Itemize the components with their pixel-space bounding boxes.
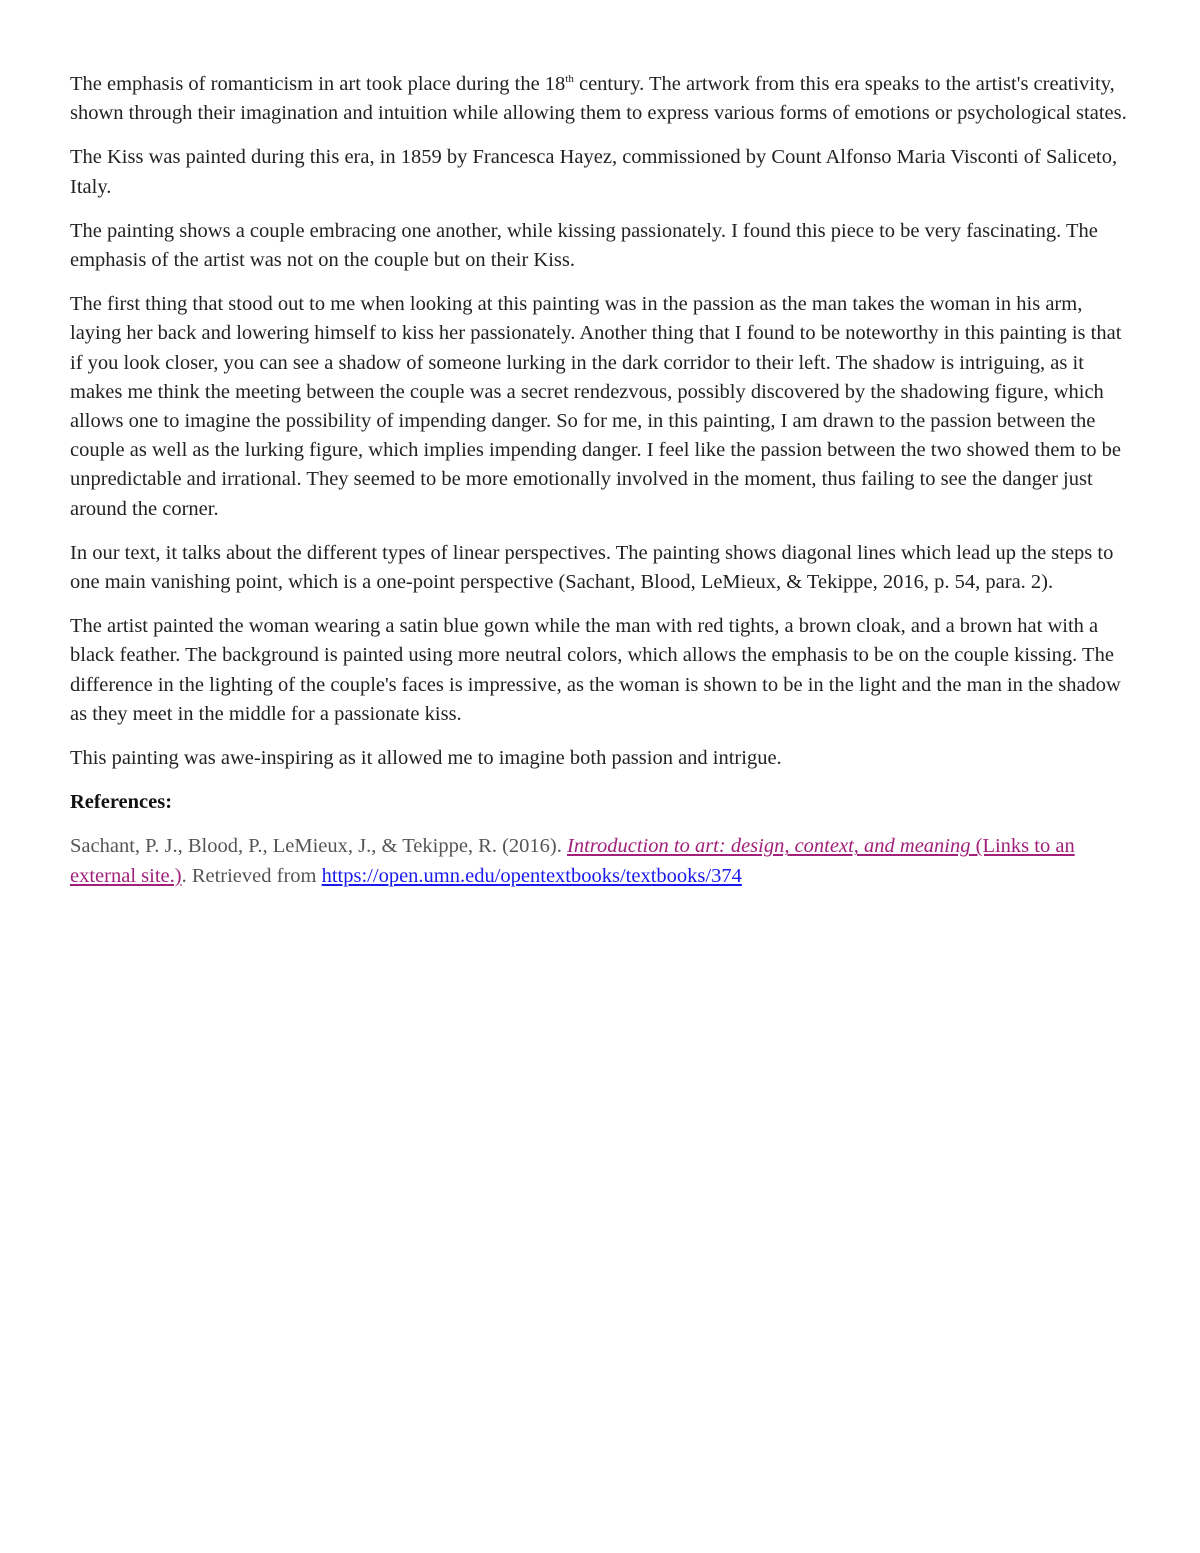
paragraph-painting-description: The painting shows a couple embracing one another, while kissing passionately. I found this piece to be very fascinating. The emphasis of the artist was not on the couple but on their Kiss. — [70, 219, 1098, 272]
paragraph-first-impressions: The first thing that stood out to me when looking at this painting was in the passion as the man takes the woman in his arm, laying her back and lowering himself to kiss her passionately. Another thing that I found to be noteworthy in this painting is that if you look closer, you can see a shadow of someone lurking in the dark corridor to their left. The shadow is intriguing, as it makes me think the meeting between the couple was a secret rendezvous, possibly discovered by the shadowing figure, which allows one to imagine the possibility of impending danger. So for me, in this painting, I am drawn to the passion between the couple as well as the lurking figure, which implies impending danger. I feel like the passion between the two showed them to be unpredictable and irrational. They seemed to be more emotionally involved in the moment, thus failing to see the danger just around the corner. — [70, 293, 1122, 520]
external-site-link[interactable]: (Links to an external site.) — [70, 835, 1075, 887]
paragraph-colors-lighting: The artist painted the woman wearing a satin blue gown while the man with red tights, a brown cloak, and a brown hat with a black feather. The background is painted using more neutral colors, which allows the emphasis to be on the couple kissing. The difference in the lighting of the couple's faces is impressive, as the woman is shown to be in the light and the man in the shadow as they meet in the middle for a passionate kiss. — [70, 615, 1121, 725]
reference-entry — [70, 832, 1132, 890]
paragraph-intro — [70, 70, 1132, 128]
paragraph-painting-info: The Kiss was painted during this era, in 1859 by Francesca Hayez, commissioned by Count Alfonso Maria Visconti of Saliceto, Italy. — [70, 146, 1118, 198]
reference-title-link[interactable]: Introduction to art: design, context, and meaning — [567, 835, 971, 858]
reference-authors: Sachant, P. J., Blood, P., LeMieux, J., & Tekippe, R. (2016). — [70, 835, 568, 858]
paragraph-intro-text-start: The emphasis of romanticism in art took place during the 18 — [70, 73, 566, 95]
paragraph-linear-perspective: In our text, it talks about the different types of linear perspectives. The painting shows diagonal lines which lead up the steps to one main vanishing point, which is a one-point perspective (Sachant, Blood, LeMieux, & Tekippe, 2016, p. 54, para. 2). — [70, 541, 1114, 594]
references-heading: References: — [70, 791, 173, 814]
reference-retrieved-text: . Retrieved from — [181, 864, 322, 887]
paragraph-conclusion: This painting was awe-inspiring as it allowed me to imagine both passion and intrigue. — [70, 747, 782, 770]
reference-url-link[interactable]: https://open.umn.edu/opentextbooks/textbooks/374 — [321, 864, 742, 887]
ordinal-superscript: th — [565, 73, 574, 86]
paragraph-intro-text-end: century. The artwork from this era speaks to the artist's creativity, shown through their imagination and intuition while allowing them to express various forms of emotions or psychological states. — [70, 73, 1127, 125]
document-page — [70, 70, 1132, 891]
